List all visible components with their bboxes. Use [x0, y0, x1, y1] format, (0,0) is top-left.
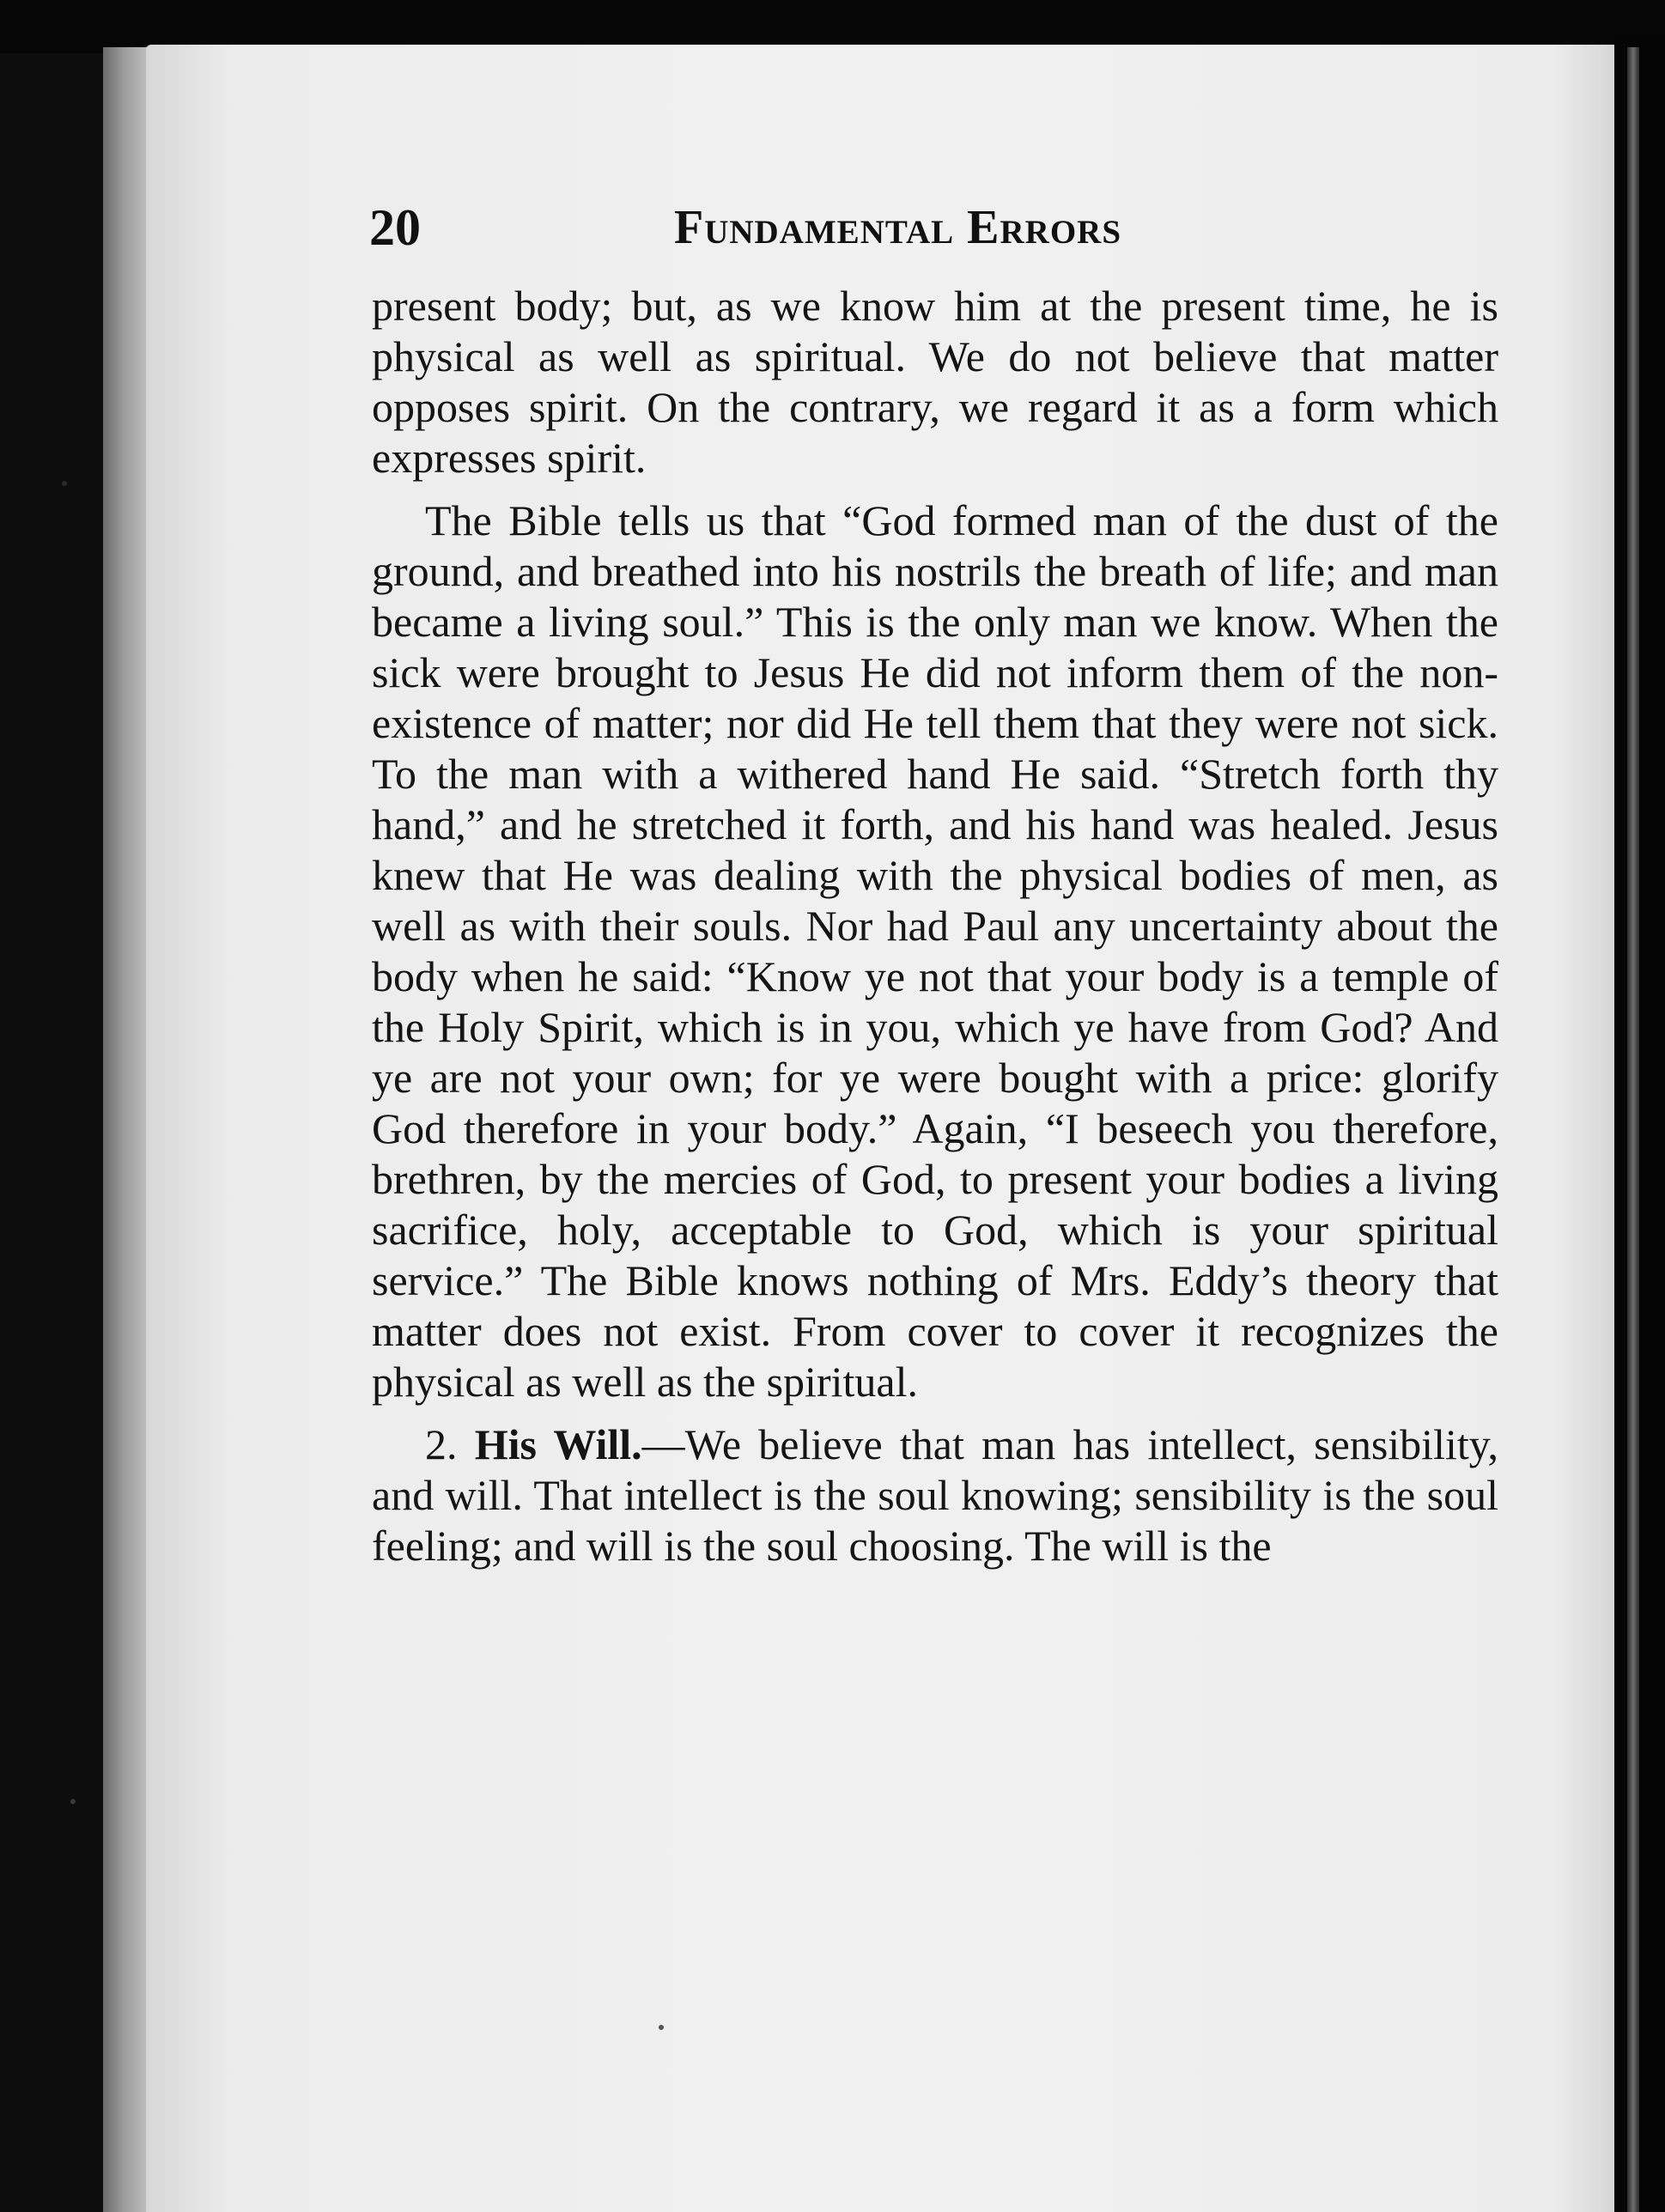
- page-right-shadow: [1614, 34, 1665, 2212]
- section-number: 2.: [425, 1420, 458, 1468]
- running-head: [369, 193, 1498, 262]
- paragraph-text: present body; but, as we know him at the present time, he is physical as well as spiritual. We do not believe that matter opposes spirit. On the contrary, we regard it as a form which expresses spirit.: [372, 282, 1498, 482]
- paragraph: [372, 495, 1498, 1407]
- dust-speck: [62, 481, 67, 486]
- paragraph: [372, 281, 1498, 483]
- page-number: 20: [369, 199, 421, 256]
- paragraph-text: The Bible tells us that “God formed man of the dust of the ground, and breathed into his nostrils the breath of life; and man became a living soul.” This is the only man we know. When the sick were brought to Jesus He did not inform them of the non-existence of matter; nor did He tell them that they were not sick. To the man with a withered hand He said. “Stretch forth thy hand,” and he stretched it forth, and his hand was healed. Jesus knew that He was dealing with the physical bodies of men, as well as with their souls. Nor had Paul any uncertainty about the body when he said: “Know ye not that your body is a temple of the Holy Spirit, which is in you, which ye have from God? And ye are not your own; for ye were bought with a price: glorify God therefore in your body.” Again, “I beseech you therefore, brethren, by the mercies of God, to present your bodies a living sacrifice, holy, acceptable to God, which is your spiritual service.” The Bible knows nothing of Mrs. Eddy’s theory that matter does not exist. From cover to cover it recognizes the physical as well as the spiritual.: [372, 496, 1498, 1406]
- running-title: Fundamental Errors: [674, 201, 1122, 254]
- page-right-edge: [1627, 47, 1639, 2212]
- page-body: [372, 281, 1498, 1571]
- dust-speck: [70, 1799, 76, 1804]
- dust-speck: [659, 2025, 664, 2030]
- paragraph-text: —We believe that man has intellect, sensibility, and will. That intellect is the soul knowing; sensibility is the soul feeling; and will is the soul choosing. The will is the: [372, 1420, 1499, 1570]
- section-heading: His Will.: [474, 1420, 642, 1468]
- paragraph: [372, 1419, 1498, 1571]
